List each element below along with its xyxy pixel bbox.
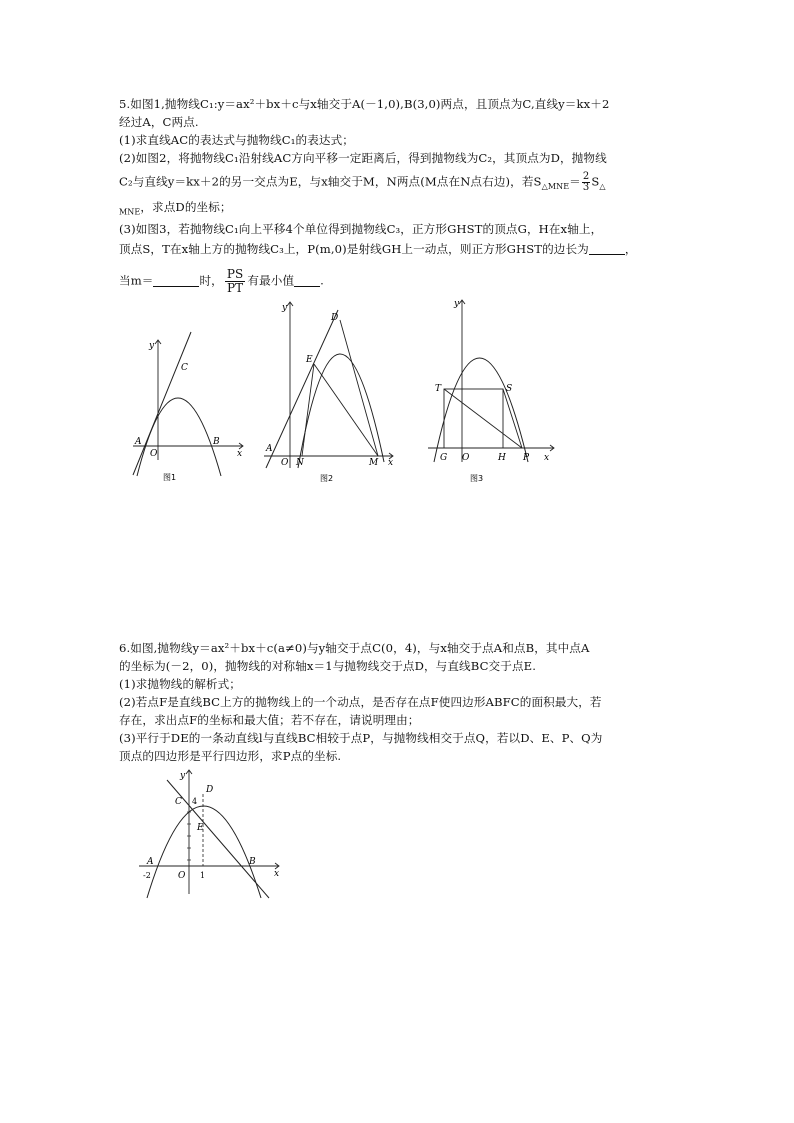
fig3-label-s: S	[506, 384, 513, 394]
fig4-label-d: D	[206, 785, 214, 795]
q6-line-2: 的坐标为(－2，0)，抛物线的对称轴x＝1与抛物线交于点D，与直线BC交于点E.	[119, 659, 536, 673]
fig2-label-a: A	[266, 444, 273, 454]
fig4-label-c: C	[175, 797, 182, 807]
fig4-label-y: y	[180, 771, 186, 781]
q5-fraction	[582, 172, 590, 193]
fig3-label-h: H	[498, 453, 506, 463]
fig4-label-x: x	[274, 869, 280, 879]
fig1-caption: 图1	[163, 473, 177, 482]
fig2-line-en	[302, 364, 314, 456]
answer-blank-min[interactable]	[294, 274, 320, 287]
q6-line-3: (1)求抛物线的解析式；	[119, 677, 241, 691]
q6-line-4: (2)若点F是直线BC上方的抛物线上的一个动点，是否存在点F使四边形ABFC的面积最大，若	[119, 695, 602, 709]
fig1-line-ac	[133, 332, 191, 475]
fig4-label-e: E	[197, 823, 204, 833]
fig3-label-o: O	[462, 453, 470, 463]
fig2-label-y: y	[282, 303, 288, 313]
q6-line-1: 6.如图,抛物线y＝ax²＋bx＋c(a≠0)与y轴交于点C(0，4)，与x轴交于点A和点B，其中点A	[119, 641, 590, 655]
fig3-line-sp	[503, 389, 522, 448]
fig1-label-c: C	[181, 363, 188, 373]
q5-frac-den: 3	[582, 182, 590, 193]
q5-line-7: (3)如图3，若抛物线C₁向上平移4个单位得到抛物线C₃，正方形GHST的顶点G，H在x轴上，	[119, 222, 603, 236]
fig2-line-em	[314, 364, 378, 456]
q5-line-9b: 时，	[199, 273, 223, 288]
fig2-label-x: x	[388, 458, 394, 468]
q5-equals: ＝	[569, 174, 581, 189]
fig1-label-b: B	[213, 437, 220, 447]
q5-line-6b: ，求点D的坐标；	[140, 200, 232, 214]
fig2-label-n: N	[296, 458, 304, 468]
q6-line-7: 顶点的四边形是平行四边形，求P点的坐标.	[119, 749, 342, 763]
fig3-label-x: x	[544, 453, 550, 463]
fig3-label-g: G	[440, 453, 448, 463]
answer-blank-side[interactable]	[589, 242, 625, 255]
fig2-label-d: D	[331, 313, 339, 323]
fig2-line-dm	[340, 320, 378, 456]
fig2-label-m: M	[369, 458, 379, 468]
q5-line-5	[119, 172, 606, 196]
q5-line-9d: .	[320, 273, 324, 288]
q5-line-5a: C₂与直线y＝kx＋2的另一交点为E，与x轴交于M，N两点(M点在N点右边)，若S	[119, 174, 542, 189]
fig4-parabola	[147, 806, 261, 898]
fig4-label-a: A	[147, 857, 154, 867]
figure-4	[135, 766, 285, 906]
fig3-caption: 图3	[470, 474, 484, 483]
fig2-label-o: O	[281, 458, 289, 468]
answer-blank-m[interactable]	[153, 274, 199, 287]
fig4-label-o: O	[178, 871, 186, 881]
q5-line-8a: 顶点S，T在x轴上方的抛物线C₃上，P(m,0)是射线GH上一动点，则正方形GHST的边长为	[119, 242, 589, 256]
q5-line-9a: 当m＝	[119, 273, 154, 288]
fig3-label-p: P	[523, 453, 530, 463]
q5-line-6	[119, 198, 232, 221]
q5-area-sub-1: △MNE	[541, 181, 570, 191]
fig3-square-ghst	[444, 389, 503, 448]
q5-area-sub-3: MNE	[119, 207, 141, 217]
q5-line-8b: ，	[624, 242, 637, 256]
fig1-label-x: x	[237, 449, 243, 459]
fig4-label-one: 1	[200, 871, 206, 880]
fig1-label-y: y	[149, 341, 155, 351]
q5-line-8	[119, 240, 637, 258]
fig2-label-e: E	[306, 355, 313, 365]
q5-frac-num: 2	[582, 171, 590, 182]
figure-2	[260, 298, 400, 488]
fig2-caption: 图2	[320, 474, 334, 483]
q5-ratio-num: PS	[226, 267, 244, 281]
fig1-label-o: O	[150, 449, 158, 459]
q5-ratio-den: PT	[226, 281, 244, 295]
fig3-parabola	[434, 358, 528, 462]
q5-line-2: 经过A，C两点.	[119, 115, 199, 129]
fig1-parabola	[137, 398, 221, 476]
figure-1	[125, 330, 255, 490]
fig4-label-four: 4	[192, 797, 198, 806]
q5-line-9	[119, 268, 324, 295]
q6-line-5: 存在，求出点F的坐标和最大值；若不存在，请说明理由；	[119, 713, 420, 727]
q5-area-sub-2: △	[599, 181, 606, 191]
q6-line-6: (3)平行于DE的一条动直线l与直线BC相较于点P，与抛物线相交于点Q，若以D、E、P、Q为	[119, 731, 603, 745]
fig3-line-tp	[444, 389, 522, 448]
fig4-label-minus2: -2	[143, 871, 151, 880]
fig3-label-y: y	[454, 299, 460, 309]
q5-line-9c: 有最小值	[247, 273, 295, 288]
fig4-label-b: B	[249, 857, 256, 867]
fig2-parabola	[298, 354, 384, 468]
q5-line-5d: S	[591, 174, 600, 189]
fig1-label-a: A	[135, 437, 142, 447]
figure-3	[420, 298, 560, 488]
q5-line-3: (1)求直线AC的表达式与抛物线C₁的表达式；	[119, 133, 354, 147]
q5-line-4: (2)如图2，将抛物线C₁沿射线AC方向平移一定距离后，得到抛物线为C₂，其顶点为D，抛物线	[119, 151, 607, 165]
q5-ratio	[225, 268, 246, 295]
q5-line-1: 5.如图1,抛物线C₁:y＝ax²＋bx＋c与x轴交于A(－1,0),B(3,0)两点，且顶点为C,直线y＝kx＋2	[119, 97, 610, 111]
fig3-label-t: T	[435, 384, 442, 394]
